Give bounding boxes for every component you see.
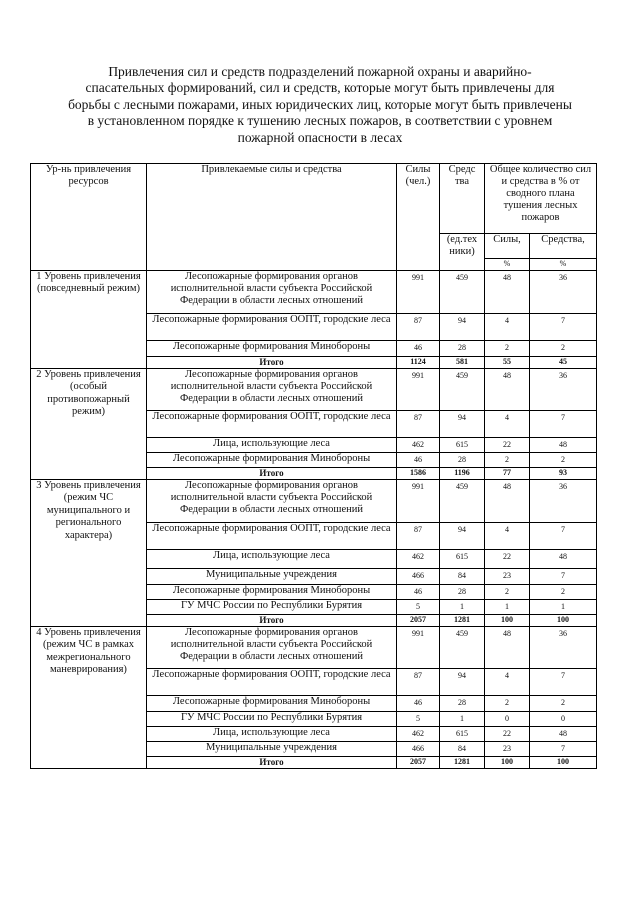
total-means-percent: 93 (530, 468, 597, 480)
forces-label: ГУ МЧС России по Республики Бурятия (147, 600, 397, 615)
forces-percent: 48 (485, 271, 530, 314)
forces-percent: 2 (485, 453, 530, 468)
means-percent: 2 (530, 341, 597, 357)
total-equipment: 1196 (440, 468, 485, 480)
equipment-count: 94 (440, 523, 485, 550)
total-label: Итого (147, 615, 397, 627)
equipment-count: 94 (440, 314, 485, 341)
equipment-count: 28 (440, 453, 485, 468)
forces-label: Лица, использующие леса (147, 550, 397, 569)
means-percent: 36 (530, 627, 597, 669)
means-percent: 7 (530, 314, 597, 341)
total-label: Итого (147, 468, 397, 480)
people-count: 466 (397, 569, 440, 585)
total-people: 1586 (397, 468, 440, 480)
forces-label: Лесопожарные формирования Минобороны (147, 453, 397, 468)
forces-label: Муниципальные учреждения (147, 569, 397, 585)
header-share-forces: Силы, (485, 234, 530, 259)
header-percent-forces: % (485, 259, 530, 271)
people-count: 466 (397, 742, 440, 757)
means-percent: 2 (530, 696, 597, 712)
total-label: Итого (147, 357, 397, 369)
title-line: Привлечения сил и средств подразделений пожарной охраны и аварийно- (108, 64, 532, 79)
forces-label: Лесопожарные формирования органов исполнительной власти субъекта Российской Федерации в области лесных отношений (147, 480, 397, 523)
title-line: в установленном порядке к тушению лесных пожаров, в соответствии с уровнем (87, 113, 553, 129)
forces-percent: 48 (485, 627, 530, 669)
forces-label: Муниципальные учреждения (147, 742, 397, 757)
forces-percent: 4 (485, 411, 530, 438)
means-percent: 7 (530, 569, 597, 585)
means-percent: 7 (530, 669, 597, 696)
forces-label: Лица, использующие леса (147, 438, 397, 453)
people-count: 991 (397, 627, 440, 669)
people-count: 991 (397, 271, 440, 314)
people-count: 462 (397, 550, 440, 569)
table-row (31, 271, 597, 314)
table-row (31, 627, 597, 669)
people-count: 46 (397, 453, 440, 468)
people-count: 991 (397, 369, 440, 411)
equipment-count: 1 (440, 600, 485, 615)
forces-percent: 1 (485, 600, 530, 615)
means-percent: 48 (530, 727, 597, 742)
equipment-count: 615 (440, 550, 485, 569)
forces-percent: 4 (485, 669, 530, 696)
header-equipment: Средс тва (440, 164, 485, 234)
total-equipment: 1281 (440, 757, 485, 769)
equipment-count: 459 (440, 627, 485, 669)
forces-percent: 2 (485, 341, 530, 357)
means-percent: 36 (530, 271, 597, 314)
total-forces-percent: 100 (485, 757, 530, 769)
forces-label: Лесопожарные формирования органов исполнительной власти субъекта Российской Федерации в области лесных отношений (147, 271, 397, 314)
header-equipment-unit: (ед.тех ники) (440, 234, 485, 271)
means-percent: 36 (530, 480, 597, 523)
means-percent: 48 (530, 550, 597, 569)
level-name: 1 Уровень привлечения (повседневный режим) (31, 271, 147, 369)
forces-percent: 0 (485, 712, 530, 727)
forces-label: Лесопожарные формирования ООПТ, городские леса (147, 669, 397, 696)
forces-percent: 22 (485, 438, 530, 453)
total-means-percent: 100 (530, 615, 597, 627)
equipment-count: 459 (440, 369, 485, 411)
forces-percent: 48 (485, 480, 530, 523)
means-percent: 7 (530, 523, 597, 550)
forces-percent: 48 (485, 369, 530, 411)
people-count: 462 (397, 727, 440, 742)
equipment-count: 28 (440, 341, 485, 357)
total-people: 2057 (397, 757, 440, 769)
people-count: 87 (397, 411, 440, 438)
forces-percent: 2 (485, 696, 530, 712)
people-count: 5 (397, 600, 440, 615)
forces-percent: 23 (485, 742, 530, 757)
level-name: 3 Уровень привлечения (режим ЧС муниципального и регионального характера) (31, 480, 147, 627)
people-count: 991 (397, 480, 440, 523)
forces-percent: 22 (485, 550, 530, 569)
people-count: 87 (397, 314, 440, 341)
total-forces-percent: 100 (485, 615, 530, 627)
equipment-count: 615 (440, 727, 485, 742)
means-percent: 1 (530, 600, 597, 615)
people-count: 46 (397, 696, 440, 712)
equipment-count: 1 (440, 712, 485, 727)
means-percent: 36 (530, 369, 597, 411)
title-line: спасательных формирований, сил и средств, которые могут быть привлечены для (85, 80, 555, 96)
people-count: 87 (397, 669, 440, 696)
means-percent: 2 (530, 453, 597, 468)
equipment-count: 94 (440, 669, 485, 696)
total-forces-percent: 55 (485, 357, 530, 369)
total-equipment: 1281 (440, 615, 485, 627)
forces-table (30, 163, 597, 769)
forces-label: Лесопожарные формирования Минобороны (147, 585, 397, 600)
people-count: 5 (397, 712, 440, 727)
forces-label: Лесопожарные формирования органов исполнительной власти субъекта Российской Федерации в области лесных отношений (147, 627, 397, 669)
means-percent: 48 (530, 438, 597, 453)
equipment-count: 459 (440, 480, 485, 523)
forces-label: Лесопожарные формирования Минобороны (147, 341, 397, 357)
equipment-count: 28 (440, 585, 485, 600)
header-level: Ур-нь привлечения ресурсов (31, 164, 147, 271)
forces-label: Лица, использующие леса (147, 727, 397, 742)
people-count: 46 (397, 341, 440, 357)
total-means-percent: 100 (530, 757, 597, 769)
means-percent: 0 (530, 712, 597, 727)
header-share-means: Средства, (530, 234, 597, 259)
forces-percent: 2 (485, 585, 530, 600)
title-line: пожарной опасности в лесах (237, 129, 403, 145)
equipment-count: 459 (440, 271, 485, 314)
means-percent: 7 (530, 742, 597, 757)
total-forces-percent: 77 (485, 468, 530, 480)
header-percent-means: % (530, 259, 597, 271)
header-row (31, 164, 597, 234)
forces-percent: 22 (485, 727, 530, 742)
header-people: Силы (чел.) (397, 164, 440, 271)
total-label: Итого (147, 757, 397, 769)
level-name: 2 Уровень привлечения (особый противопожарный режим) (31, 369, 147, 480)
forces-percent: 23 (485, 569, 530, 585)
header-forces: Привлекаемые силы и средства (147, 164, 397, 271)
equipment-count: 94 (440, 411, 485, 438)
total-equipment: 581 (440, 357, 485, 369)
table-row (31, 480, 597, 523)
total-people: 1124 (397, 357, 440, 369)
forces-percent: 4 (485, 314, 530, 341)
equipment-count: 615 (440, 438, 485, 453)
total-people: 2057 (397, 615, 440, 627)
forces-label: Лесопожарные формирования ООПТ, городские леса (147, 314, 397, 341)
means-percent: 7 (530, 411, 597, 438)
title-line: борьбы с лесными пожарами, иных юридических лиц, которые могут быть привлечены (68, 96, 572, 112)
table-row (31, 369, 597, 411)
equipment-count: 84 (440, 569, 485, 585)
forces-label: ГУ МЧС России по Республики Бурятия (147, 712, 397, 727)
forces-percent: 4 (485, 523, 530, 550)
total-means-percent: 45 (530, 357, 597, 369)
equipment-count: 28 (440, 696, 485, 712)
people-count: 87 (397, 523, 440, 550)
header-share: Общее количество сил и средства в % от сводного плана тушения лесных пожаров (485, 164, 597, 234)
means-percent: 2 (530, 585, 597, 600)
forces-label: Лесопожарные формирования ООПТ, городские леса (147, 411, 397, 438)
level-name: 4 Уровень привлечения (режим ЧС в рамках межрегионального маневрирования) (31, 627, 147, 769)
document-title (38, 64, 602, 146)
equipment-count: 84 (440, 742, 485, 757)
people-count: 46 (397, 585, 440, 600)
forces-label: Лесопожарные формирования Минобороны (147, 696, 397, 712)
forces-label: Лесопожарные формирования органов исполнительной власти субъекта Российской Федерации в области лесных отношений (147, 369, 397, 411)
people-count: 462 (397, 438, 440, 453)
forces-label: Лесопожарные формирования ООПТ, городские леса (147, 523, 397, 550)
